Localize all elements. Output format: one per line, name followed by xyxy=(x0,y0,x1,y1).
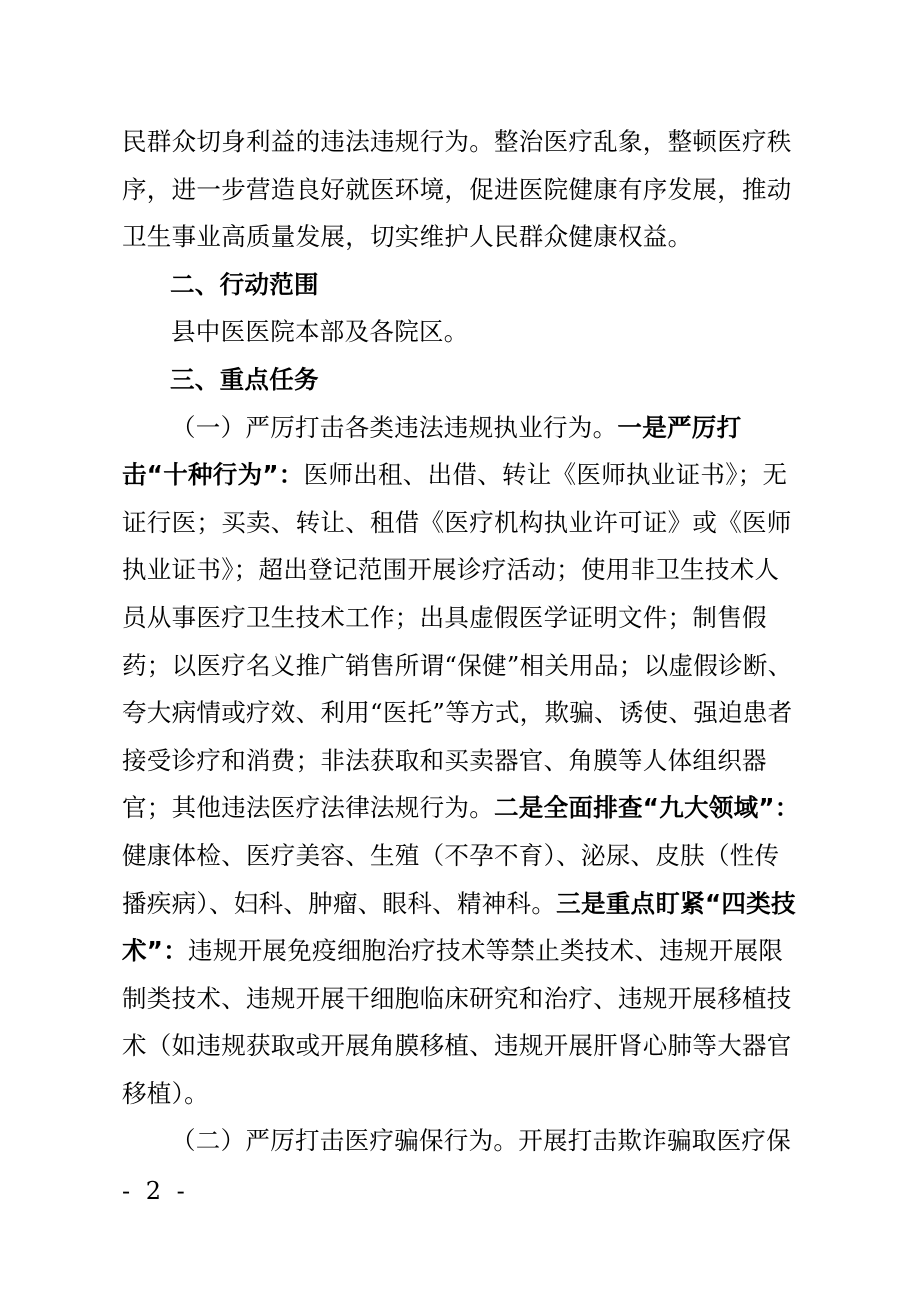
section-heading-tasks: 三、重点任务 xyxy=(170,364,319,394)
section-scope-body: 县中医医院本部及各院区。 xyxy=(171,317,469,347)
task-item-1-text-1: 医师出租、出借、转让《医师执业证书》；无证行医；买卖、转让、租借《医疗机构执业许可证》或《医师执业证书》；超出登记范围开展诊疗活动；使用非卫生技术人员从事医疗卫生技术工作；出具虚假医学证明文件；制售假药；以医疗名义推广销售所谓“保健”相关用品；以虚假诊断、夸大病情或疗效、利用“医托”等方式，欺骗、诱使、强迫患者接受诊疗和消费；非法获取和买卖器官、角膜等人体组织器官；其他违法医疗法律法规行为。 xyxy=(122,460,793,823)
task-item-1-lead-3: 三是重点盯紧“四类技术”： xyxy=(122,888,796,966)
task-item-1 xyxy=(122,404,802,1118)
task-item-1-lead-2: 二是全面排查“九大领域”： xyxy=(494,793,800,823)
task-item-1-intro: （一）严厉打击各类违法违规执业行为。 xyxy=(171,412,618,442)
section-heading-scope: 二、行动范围 xyxy=(170,269,319,299)
document-body xyxy=(122,118,802,1165)
task-item-1-text-3: 违规开展免疫细胞治疗技术等禁止类技术、违规开展限制类技术、违规开展干细胞临床研究和治疗、违规开展移植技术（如违规获取或开展角膜移植、违规开展肝肾心肺等大器官移植）。 xyxy=(122,936,792,1108)
task-item-1-text-2: 健康体检、医疗美容、生殖（不孕不育）、泌尿、皮肤（性传播疾病）、妇科、肿瘤、眼科、精神科。 xyxy=(122,840,780,918)
paragraph-continuation: 民群众切身利益的违法违规行为。整治医疗乱象，整顿医疗秩序，进一步营造良好就医环境，促进医院健康有序发展，推动卫生事业高质量发展，切实维护人民群众健康权益。 xyxy=(122,127,792,252)
page-number: - 2 - xyxy=(122,1177,189,1205)
task-item-1-lead-1: 一是严厉打击“十种行为”： xyxy=(122,412,742,490)
task-item-2: （二）严厉打击医疗骗保行为。开展打击欺诈骗取医疗保 xyxy=(171,1126,791,1156)
